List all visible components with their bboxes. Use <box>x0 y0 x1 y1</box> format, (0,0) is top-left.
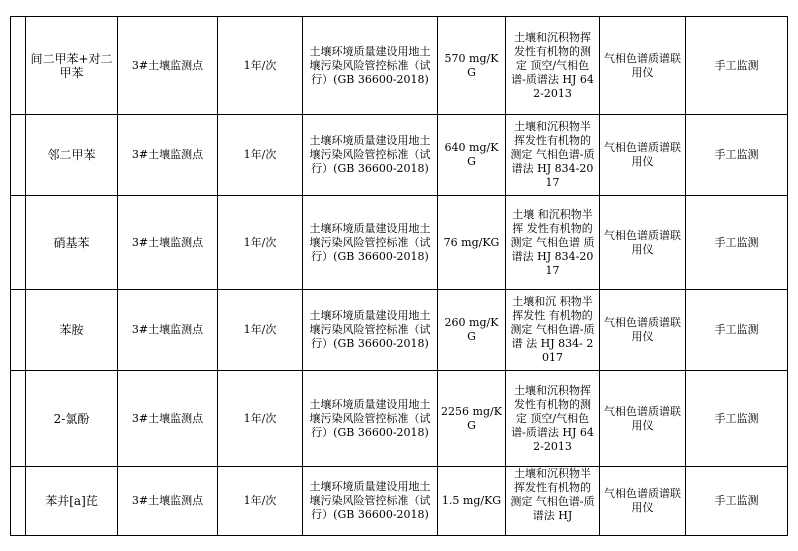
method-cell: 土壤和沉积物半挥发性有机物的测定 气相色谱-质谱法 HJ <box>506 467 600 536</box>
pollutant-cell: 邻二甲苯 <box>26 115 118 196</box>
monitoring-type-cell: 手工监测 <box>686 467 788 536</box>
instrument-cell: 气相色谱质谱联用仪 <box>600 196 686 290</box>
frequency-cell: 1年/次 <box>218 196 303 290</box>
pollutant-cell: 间二甲苯+对二甲苯 <box>26 17 118 115</box>
limit-cell: 640 mg/KG <box>438 115 506 196</box>
instrument-cell: 气相色谱质谱联用仪 <box>600 467 686 536</box>
location-cell: 3#土壤监测点 <box>118 17 218 115</box>
standard-cell: 土壤环境质量建设用地土壤污染风险管控标准（试行）(GB 36600-2018) <box>303 371 438 467</box>
location-cell: 3#土壤监测点 <box>118 115 218 196</box>
limit-cell: 260 mg/KG <box>438 290 506 371</box>
instrument-cell: 气相色谱质谱联用仪 <box>600 115 686 196</box>
row-index-cell <box>11 371 26 467</box>
pollutant-cell: 苯并[a]芘 <box>26 467 118 536</box>
pollutant-cell: 2-氯酚 <box>26 371 118 467</box>
method-cell: 土壤和沉积物挥发性有机物的测定 顶空/气相色谱-质谱法 HJ 642-2013 <box>506 17 600 115</box>
standard-cell: 土壤环境质量建设用地土壤污染风险管控标准（试行）(GB 36600-2018) <box>303 196 438 290</box>
method-cell: 土壤和沉 积物半挥发性 有机物的测定 气相色谱-质谱 法 HJ 834- 2017 <box>506 290 600 371</box>
instrument-cell: 气相色谱质谱联用仪 <box>600 371 686 467</box>
row-index-cell <box>11 290 26 371</box>
frequency-cell: 1年/次 <box>218 467 303 536</box>
limit-cell: 76 mg/KG <box>438 196 506 290</box>
pollutant-cell: 硝基苯 <box>26 196 118 290</box>
instrument-cell: 气相色谱质谱联用仪 <box>600 290 686 371</box>
table-row <box>11 17 788 115</box>
table-row <box>11 196 788 290</box>
table-row <box>11 115 788 196</box>
row-index-cell <box>11 115 26 196</box>
limit-cell: 1.5 mg/KG <box>438 467 506 536</box>
location-cell: 3#土壤监测点 <box>118 371 218 467</box>
location-cell: 3#土壤监测点 <box>118 196 218 290</box>
method-cell: 土壤 和沉积物半挥 发性有机物的 测定 气相色谱 质谱法 HJ 834-2017 <box>506 196 600 290</box>
location-cell: 3#土壤监测点 <box>118 467 218 536</box>
pollutant-cell: 苯胺 <box>26 290 118 371</box>
monitoring-type-cell: 手工监测 <box>686 115 788 196</box>
table-row <box>11 371 788 467</box>
monitoring-type-cell: 手工监测 <box>686 371 788 467</box>
limit-cell: 570 mg/KG <box>438 17 506 115</box>
table-row <box>11 290 788 371</box>
standard-cell: 土壤环境质量建设用地土壤污染风险管控标准（试行）(GB 36600-2018) <box>303 467 438 536</box>
table-row <box>11 467 788 536</box>
frequency-cell: 1年/次 <box>218 371 303 467</box>
frequency-cell: 1年/次 <box>218 290 303 371</box>
soil-monitoring-table <box>10 16 788 536</box>
standard-cell: 土壤环境质量建设用地土壤污染风险管控标准（试行）(GB 36600-2018) <box>303 115 438 196</box>
standard-cell: 土壤环境质量建设用地土壤污染风险管控标准（试行）(GB 36600-2018) <box>303 290 438 371</box>
row-index-cell <box>11 467 26 536</box>
monitoring-type-cell: 手工监测 <box>686 290 788 371</box>
monitoring-type-cell: 手工监测 <box>686 17 788 115</box>
standard-cell: 土壤环境质量建设用地土壤污染风险管控标准（试行）(GB 36600-2018) <box>303 17 438 115</box>
method-cell: 土壤和沉积物挥发性有机物的测定 顶空/气相色谱-质谱法 HJ 642-2013 <box>506 371 600 467</box>
limit-cell: 2256 mg/KG <box>438 371 506 467</box>
instrument-cell: 气相色谱质谱联用仪 <box>600 17 686 115</box>
frequency-cell: 1年/次 <box>218 115 303 196</box>
row-index-cell <box>11 17 26 115</box>
frequency-cell: 1年/次 <box>218 17 303 115</box>
row-index-cell <box>11 196 26 290</box>
monitoring-type-cell: 手工监测 <box>686 196 788 290</box>
method-cell: 土壤和沉积物半挥发性有机物的测定 气相色谱-质谱法 HJ 834-2017 <box>506 115 600 196</box>
location-cell: 3#土壤监测点 <box>118 290 218 371</box>
